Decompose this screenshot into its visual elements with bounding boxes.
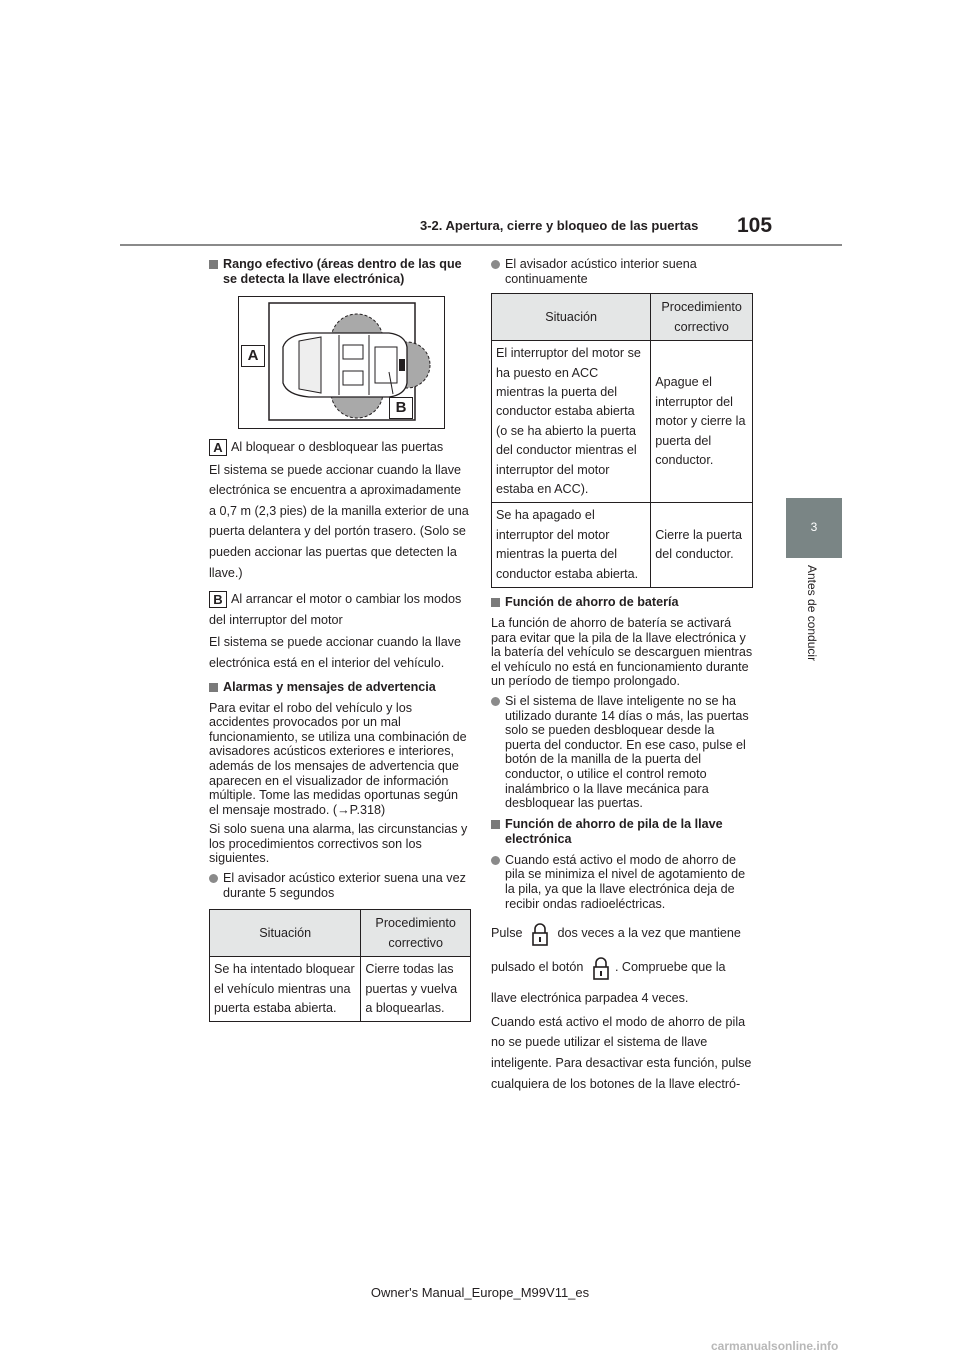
battery-paragraph: La función de ahorro de batería se activará para evitar que la pila de la llave electrónica y la batería del vehículo se descarguen mientras el vehículo no está en funcionamiento durante un período de tiempo prolongado. (491, 616, 753, 689)
item-a: A Al bloquear o desbloquear las puertas (209, 437, 471, 458)
left-column (209, 257, 471, 1029)
table-header-situation: Situación (492, 294, 651, 341)
round-bullet-icon (491, 260, 500, 269)
badge-a: A (209, 439, 227, 456)
badge-b: B (209, 591, 227, 608)
item-a-description: El sistema se puede accionar cuando la llave electrónica se encuentra a aproximadamente a 0,7 m (2,3 pies) de la manilla exterior de una puerta delantera y del portón trasero. (Solo se pueden accionar las puertas que detecten la llave.) (209, 462, 469, 580)
round-bullet-icon (491, 856, 500, 865)
bullet-interior: El avisador acústico interior suena continuamente (491, 257, 753, 286)
bullet-exterior: El avisador acústico exterior suena una vez durante 5 segundos (209, 871, 471, 900)
header-rule (120, 244, 842, 246)
round-bullet-icon (209, 874, 218, 883)
diagram-label-a: A (241, 345, 265, 367)
chapter-tab: 3 (786, 498, 842, 558)
unlock-icon (593, 956, 609, 980)
pila-paragraph-2: Cuando está activo el modo de ahorro de pila no se puede utilizar el sistema de llave inteligente. Para desactivar esta función, pulse cualquiera de los botones de la llave electró- (491, 1014, 752, 1091)
pulse-line: Pulse dos veces a la vez que mantiene (491, 916, 753, 950)
round-bullet-icon (491, 697, 500, 706)
table-header-procedure: Procedimiento correctivo (651, 294, 753, 341)
square-bullet-icon (491, 598, 500, 607)
car-top-view-icon (239, 297, 444, 428)
table-row: Se ha intentado bloquear el vehículo mientras una puerta estaba abierta. Cierre todas las puertas y vuelva a bloquearlas. (210, 957, 471, 1022)
table-row: Se ha apagado el interruptor del motor mientras la puerta del conductor estaba abierta. Cierre la puerta del conductor. (492, 503, 753, 588)
square-bullet-icon (209, 683, 218, 692)
chapter-label: Antes de conducir (805, 565, 819, 662)
table-header-situation: Situación (210, 910, 361, 957)
battery-bullet: Si el sistema de llave inteligente no se ha utilizado durante 14 días o más, las puertas solo se pueden desbloquear desde la puerta del conductor. En ese caso, pulse el botón de la manilla de la puerta del conductor, o utilice el control remoto inalámbrico o la llave mecánica para desbloquear las puertas. (491, 694, 753, 811)
table-interior-alarm (491, 293, 753, 588)
battery-heading: Función de ahorro de batería (491, 595, 753, 610)
pila-paragraph-1: llave electrónica parpadea 4 veces. (491, 991, 689, 1006)
table-exterior-alarm (209, 909, 471, 1022)
pila-bullet: Cuando está activo el modo de ahorro de pila se minimiza el nivel de agotamiento de la pila, ya que la llave electrónica deja de recibir ondas radioeléctricas. (491, 853, 753, 911)
table-header-procedure: Procedimiento correctivo (361, 910, 471, 957)
table-row: El interruptor del motor se ha puesto en ACC mientras la puerta del conductor estaba abierta (o se ha abierto la puerta del conductor mientras el interruptor del motor estaba en ACC). Apague el interruptor del motor y cierre la puerta del conductor. (492, 341, 753, 503)
pulsado-line: pulsado el botón . Compruebe que la (491, 950, 753, 984)
alarm-heading: Alarmas y mensajes de advertencia (209, 680, 471, 695)
alarm-paragraph-2: Si solo suena una alarma, las circunstancias y los procedimientos correctivos son los siguientes. (209, 822, 468, 866)
item-b-description: El sistema se puede accionar cuando la llave electrónica está en el interior del vehículo. (209, 635, 462, 670)
range-heading: Rango efectivo (áreas dentro de las que se detecta la llave electrónica) (209, 257, 471, 287)
lock-icon (532, 922, 548, 946)
diagram-label-b: B (389, 397, 413, 419)
footer-text: Owner's Manual_Europe_M99V11_es (370, 1285, 590, 1300)
square-bullet-icon (491, 820, 500, 829)
pila-heading: Función de ahorro de pila de la llave electrónica (491, 817, 753, 847)
square-bullet-icon (209, 260, 218, 269)
watermark: carmanualsonline.info (711, 1339, 839, 1353)
page-number: 105 (737, 214, 773, 237)
item-b: B Al arrancar el motor o cambiar los modos del interruptor del motor (209, 592, 462, 627)
alarm-paragraph-1: Para evitar el robo del vehículo y los accidentes provocados por un mal funcionamiento, se utiliza una combinación de avisadores acústicos exteriores e interiores, además de los mensajes de advertencia que aparecen en el visualizador de información múltiple. Tome las medidas oportunas según el mensaje mostrado. (→P.318) (209, 700, 467, 817)
range-diagram (238, 296, 445, 429)
right-column (491, 257, 753, 1094)
section-title: 3-2. Apertura, cierre y bloqueo de las puertas (420, 218, 699, 233)
